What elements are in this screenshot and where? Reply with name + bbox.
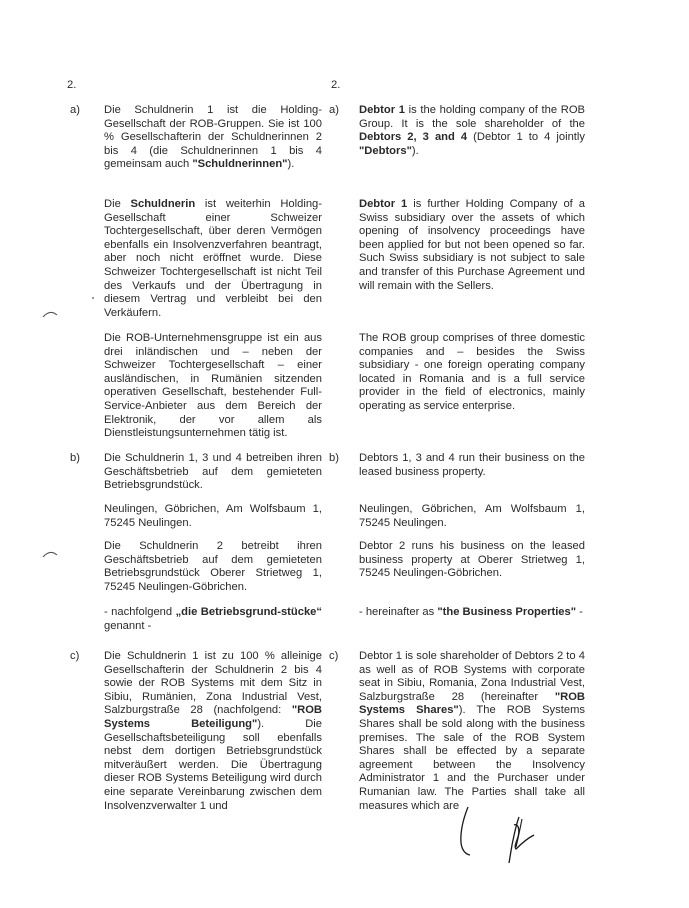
text: ).: [287, 158, 295, 171]
defined-term: "ROB Systems Beteiligung": [104, 704, 322, 730]
defined-term: "ROB Systems Shares": [359, 690, 585, 717]
paragraph-b1-de: Die Schuldnerin 1, 3 und 4 betreiben ihren Geschäftsbetrieb auf dem gemieteten Betriebsgrundstück.: [104, 452, 322, 492]
signature-initials-icon: [456, 805, 536, 875]
text: is the holding company of the ROB Group. It is the sole shareholder of the: [359, 104, 585, 130]
text: ). The ROB Systems Shares shall be sold along with the business premises. The sale of the ROB System Shares shall be effected by a separate agreement between the Insolvency Administrator 1 and the Purchaser under Rumanian law. The Parties shall take all measures which are: [359, 704, 585, 812]
text: ). Die Gesellschaftsbeteiligung soll ebenfalls nebst dem dortigen Betriebsgrundstück mitveräußert werden. Die Übertragung dieser ROB Systems Beteiligung wird durch eine separate Vereinbarung zwischen dem Insolvenzverwalter 1 und: [104, 717, 322, 812]
paragraph-c1-en: [359, 650, 585, 813]
defined-term: "Schuldnerinnen": [192, 158, 288, 171]
defined-term: Debtor 1: [359, 104, 405, 116]
section-marker-c-en: c): [329, 650, 339, 662]
paragraph-a1-de: [104, 104, 322, 172]
text: Die Schuldnerin 1 ist die Holding-Gesellschaft der ROB-Gruppen. Sie ist 100 % Gesellschafterin der Schuldnerinnen 2 bis 4 (die Schuldnerinnen 1 bis 4 gemeinsam auch: [104, 104, 322, 171]
text: ist weiterhin Holding-Gesellschaft einer Schweizer Tochtergesellschaft, über deren Vermögen ebenfalls ein Insolvenzverfahren beantragt, aber noch nicht eröffnet wurde. Diese Schweizer Tochtergesellschaft ist nicht Teil des Verkaufs und der Übertragung in diesem Vertrag und verbleibt bei den Verkäufern.: [104, 198, 322, 319]
text: -: [576, 606, 583, 618]
text: ).: [411, 144, 419, 157]
paragraph-b1-en: Debtors 1, 3 and 4 run their business on the leased business property.: [359, 452, 585, 478]
defined-term: Debtor 1: [359, 198, 408, 210]
defined-term: "Debtors": [359, 144, 412, 157]
text: - nachfolgend: [104, 606, 176, 618]
text: - hereinafter as: [359, 606, 438, 618]
text: Debtor 1 is sole shareholder of Debtors 2 to 4 as well as of ROB Systems with corporate seat in Sibiu, Romania, Zona Industrial Vest, Salzburgstraße 28 (hereinafter: [359, 650, 585, 703]
paragraph-b4-de: [104, 606, 322, 633]
section-marker-c-de: c): [70, 650, 80, 662]
section-marker-a-de: a): [70, 104, 80, 116]
text: genannt -: [104, 619, 152, 632]
page-number-left: 2.: [67, 79, 77, 91]
scan-speck: [92, 297, 94, 299]
paragraph-c1-de: [104, 650, 322, 813]
paragraph-a2-en: [359, 198, 585, 293]
paragraph-a1-en: [359, 104, 585, 158]
section-marker-a-en: a): [329, 104, 339, 116]
defined-term: Debtors 2, 3 and 4: [359, 131, 468, 144]
paragraph-b3-en: Debtor 2 runs his business on the leased business property at Oberer Strietweg 1, 75245 Neulingen-Göbrichen.: [359, 540, 585, 580]
page-number-right: 2.: [331, 79, 341, 91]
defined-term: „die Betriebsgrund-stücke“: [175, 606, 322, 618]
text: is further Holding Company of a Swiss subsidiary over the assets of which opening of insolvency proceedings have been applied for but not been opened so far. Such Swiss subsidiary is not subject to sale and transfer of this Purchase Agreement und will remain with the Sellers.: [359, 198, 585, 292]
margin-arc-mark-icon: [42, 309, 58, 319]
section-marker-b-en: b): [329, 452, 339, 464]
defined-term: Schuldnerin: [130, 198, 196, 210]
paragraph-b2-de: Neulingen, Göbrichen, Am Wolfsbaum 1, 75245 Neulingen.: [104, 503, 322, 529]
defined-term: "the Business Properties": [437, 606, 577, 618]
paragraph-b4-en: [359, 606, 585, 620]
text: Die: [104, 198, 131, 210]
text: (Debtor 1 to 4 jointly: [467, 131, 585, 144]
text: Die Schuldnerin 1 ist zu 100 % alleinige Gesellschafterin der Schuldnerin 2 bis 4 sowie der ROB Systems mit dem Sitz in Sibiu, Rumänien, Zona Industrial Vest, Salzburgstraße 28 (nachfolgend:: [104, 650, 322, 717]
paragraph-a3-en: The ROB group comprises of three domestic companies and – besides the Swiss subsidiary - one foreign operating company located in Romania and is a full service provider in the field of electronics, mainly operating as service enterprise.: [359, 332, 585, 412]
paragraph-a2-de: [104, 198, 322, 320]
section-marker-b-de: b): [70, 452, 80, 464]
paragraph-b3-de: Die Schuldnerin 2 betreibt ihren Geschäftsbetrieb auf dem gemieteten Betriebsgrundstück Oberer Strietweg 1, 75245 Neulingen-Göbrichen.: [104, 540, 322, 593]
paragraph-a3-de: Die ROB-Unternehmensgruppe ist ein aus drei inländischen und – neben der Schweizer Tochtergesellschaft – einer ausländischen, in Rumänien sitzenden operativen Gesellschaft, bestehender Full-Service-Anbieter aus dem Bereich der Elektronik, der vor allem als Dienstleistungsunternehmen tätig ist.: [104, 332, 322, 440]
margin-arc-mark-icon: [42, 549, 58, 559]
paragraph-b2-en: Neulingen, Göbrichen, Am Wolfsbaum 1, 75245 Neulingen.: [359, 503, 585, 529]
